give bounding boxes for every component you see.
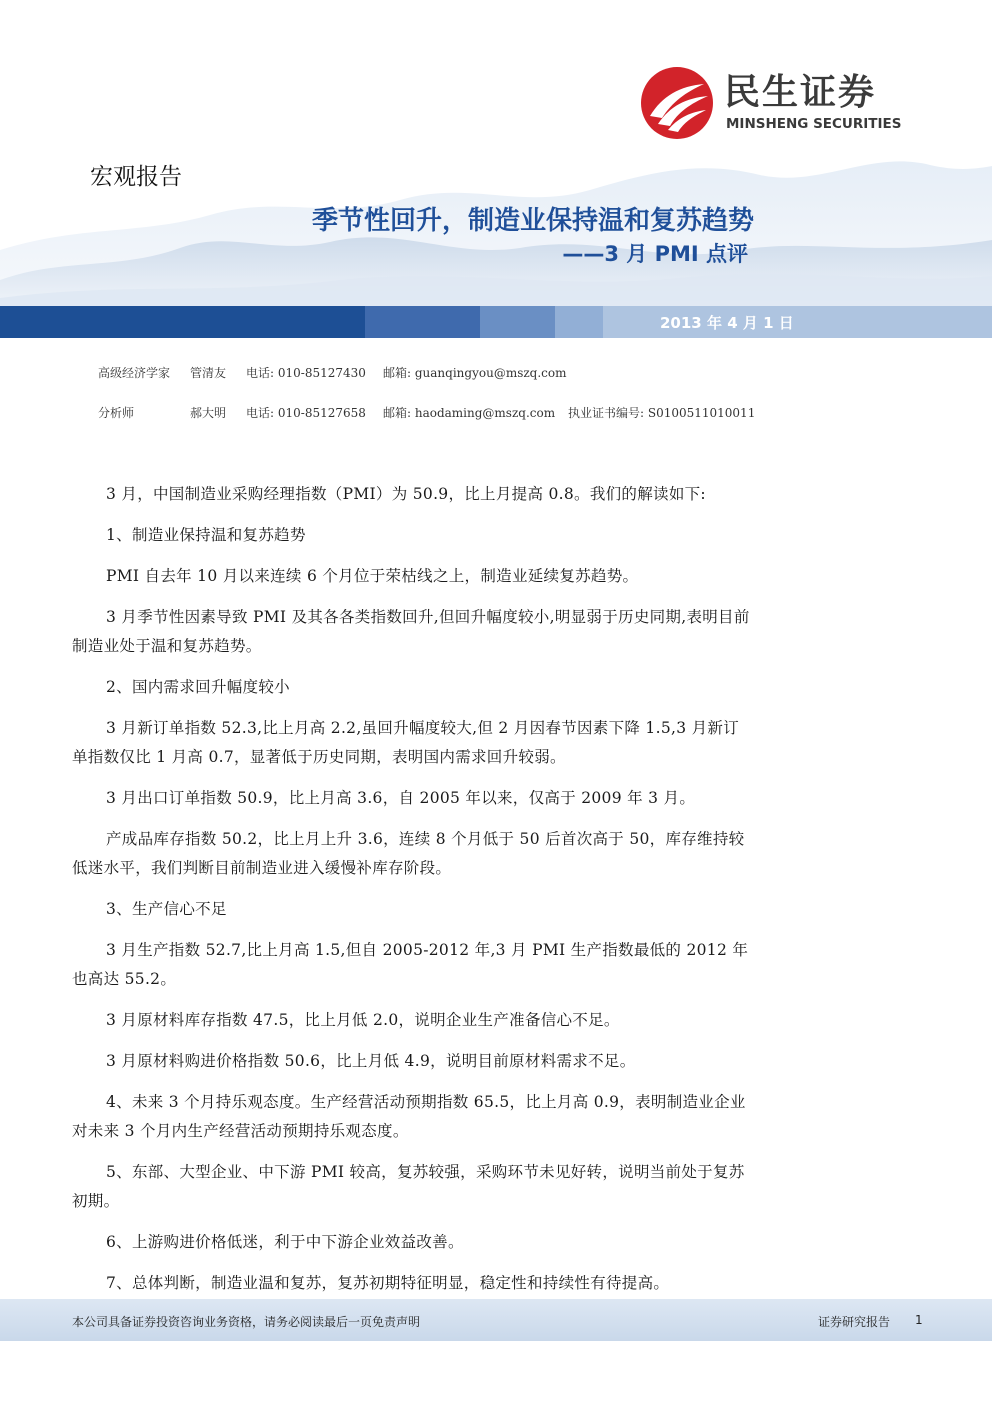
report-subtitle: ——3 月 PMI 点评	[562, 242, 748, 266]
paragraph: 6、上游购进价格低迷，利于中下游企业效益改善。	[106, 1233, 464, 1251]
section-heading: 3、生产信心不足	[106, 900, 227, 918]
paragraph: 3 月，中国制造业采购经理指数（PMI）为 50.9，比上月提高 0.8。我们的解读如下:	[106, 485, 706, 503]
paragraph: 3 月生产指数 52.7,比上月高 1.5,但自 2005-2012 年,3 月 PMI 生产指数最低的 2012 年也高达 55.2。	[72, 941, 749, 988]
paragraph: 5、东部、大型企业、中下游 PMI 较高，复苏较强，采购环节未见好转，说明当前处于复苏初期。	[72, 1163, 745, 1210]
report-type: 宏观报告	[90, 164, 182, 190]
paragraph: 3 月新订单指数 52.3,比上月高 2.2,虽回升幅度较大,但 2 月因春节因素下降 1.5,3 月新订单指数仅比 1 月高 0.7，显著低于历史同期，表明国内需求回升较弱。	[72, 719, 739, 766]
author-role: 分析师	[98, 406, 135, 420]
paragraph: 3 月季节性因素导致 PMI 及其各各类指数回升,但回升幅度较小,明显弱于历史同期,表明目前制造业处于温和复苏趋势。	[72, 608, 750, 655]
author-email[interactable]: 邮箱: haodaming@mszq.com	[383, 406, 556, 420]
author-role: 高级经济学家	[98, 366, 171, 380]
paragraph: 3 月出口订单指数 50.9，比上月高 3.6，自 2005 年以来，仅高于 2009 年 3 月。	[106, 789, 696, 807]
footer-disclaimer: 本公司具备证券投资咨询业务资格，请务必阅读最后一页免责声明	[72, 1315, 421, 1329]
author-email[interactable]: 邮箱: guanqingyou@mszq.com	[383, 366, 567, 380]
paragraph: 3 月原材料库存指数 47.5，比上月低 2.0，说明企业生产准备信心不足。	[106, 1011, 620, 1029]
author-phone: 电话: 010-85127430	[246, 366, 366, 380]
page-number: 1	[915, 1313, 923, 1327]
author-cert: 执业证书编号: S0100511010011	[568, 406, 756, 420]
company-logo	[640, 64, 930, 140]
logo-english-text: MINSHENG SECURITIES	[726, 116, 902, 132]
section-heading: 1、制造业保持温和复苏趋势	[106, 526, 306, 544]
author-phone: 电话: 010-85127658	[246, 406, 366, 420]
paragraph: 3 月原材料购进价格指数 50.6，比上月低 4.9，说明目前原材料需求不足。	[106, 1052, 636, 1070]
page-footer	[0, 1299, 992, 1341]
paragraph: PMI 自去年 10 月以来连续 6 个月位于荣枯线之上，制造业延续复苏趋势。	[106, 567, 639, 585]
minsheng-logo-icon	[640, 66, 714, 140]
report-title: 季节性回升，制造业保持温和复苏趋势	[311, 206, 754, 236]
report-body	[72, 480, 752, 1310]
paragraph: 4、未来 3 个月持乐观态度。生产经营活动预期指数 65.5，比上月高 0.9，表明制造业企业对未来 3 个月内生产经营活动预期持乐观态度。	[72, 1093, 746, 1140]
footer-category: 证券研究报告	[818, 1315, 891, 1329]
report-date: 2013 年 4 月 1 日	[660, 314, 794, 332]
paragraph: 7、总体判断，制造业温和复苏，复苏初期特征明显，稳定性和持续性有待提高。	[106, 1274, 670, 1292]
header-band	[0, 306, 992, 338]
author-name: 郝大明	[190, 406, 227, 420]
logo-chinese-text: 民生证券	[724, 72, 877, 113]
section-heading: 2、国内需求回升幅度较小	[106, 678, 290, 696]
author-name: 管清友	[190, 366, 227, 380]
paragraph: 产成品库存指数 50.2，比上月上升 3.6，连续 8 个月低于 50 后首次高于 50，库存维持较低迷水平，我们判断目前制造业进入缓慢补库存阶段。	[72, 830, 745, 877]
